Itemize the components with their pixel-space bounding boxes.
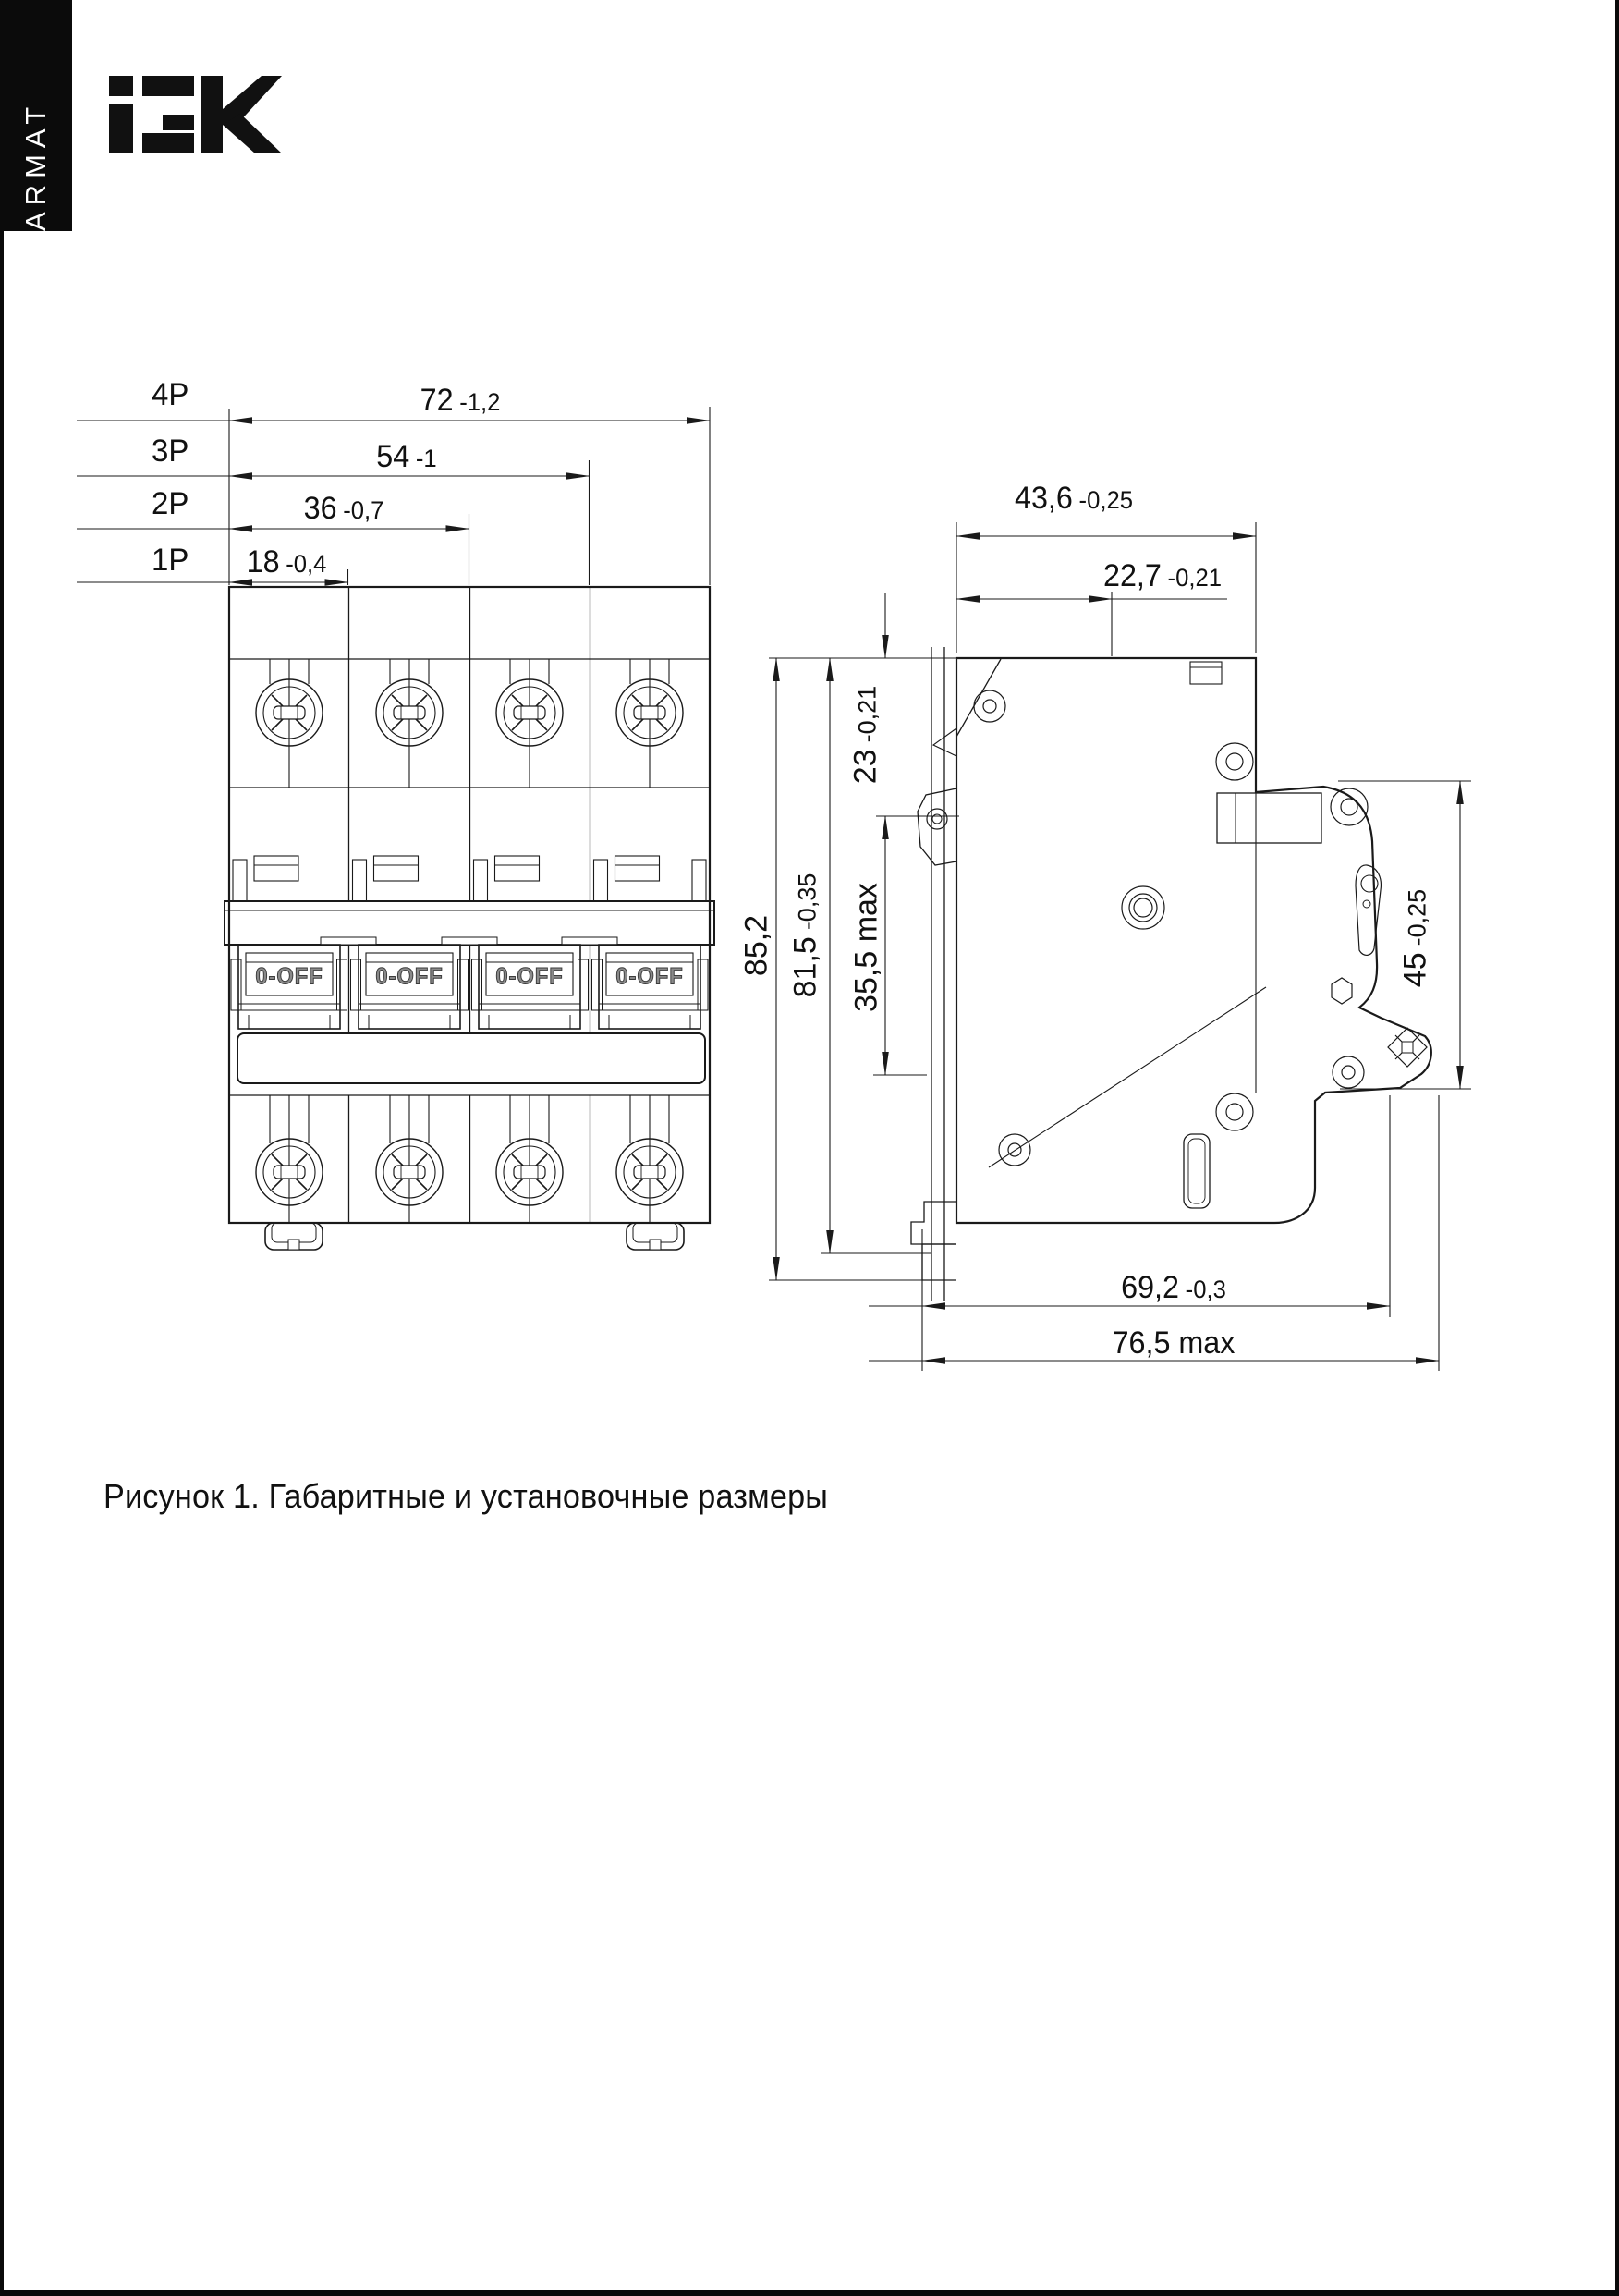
pole-label-2p: 2P [152,486,189,521]
dim-front-face: 45-0,25 [1397,888,1433,988]
pole-label-4p: 4P [152,377,189,412]
brand-series-label: ARMAT [19,100,52,231]
dim-depth-max: 76,5 max [1112,1325,1236,1361]
dim-width-1p: 18 -0,4 [246,544,327,580]
toggle-label-2: 0-OFF [375,963,444,990]
toggle-label-3: 0-OFF [495,963,564,990]
dim-depth-mounted: 69,2 -0,3 [1121,1270,1226,1305]
side-view-linework [911,647,1431,1301]
pole-label-1p: 1P [152,543,189,578]
dim-width-4p: 72 -1,2 [420,383,501,418]
dim-clip-travel: 35,5 max [848,883,884,1012]
toggle-label-1: 0-OFF [255,963,323,990]
figure-caption: Рисунок 1. Габаритные и установочные размеры [103,1477,829,1515]
toggle-label-4: 0-OFF [615,963,684,990]
front-view-linework [225,587,714,1250]
dim-depth-front: 22,7 -0,21 [1103,558,1222,593]
pole-label-3p: 3P [152,434,189,469]
dim-width-3p: 54 -1 [376,439,437,474]
dim-width-2p: 36 -0,7 [303,491,384,526]
dim-height-body: 81,5-0,35 [787,873,823,998]
dim-height-overall: 85,2 [738,914,774,977]
dim-depth-total: 43,6 -0,25 [1015,481,1133,516]
page-border-bottom [0,2290,1619,2296]
dim-top-to-rail: 23-0,21 [847,685,883,785]
